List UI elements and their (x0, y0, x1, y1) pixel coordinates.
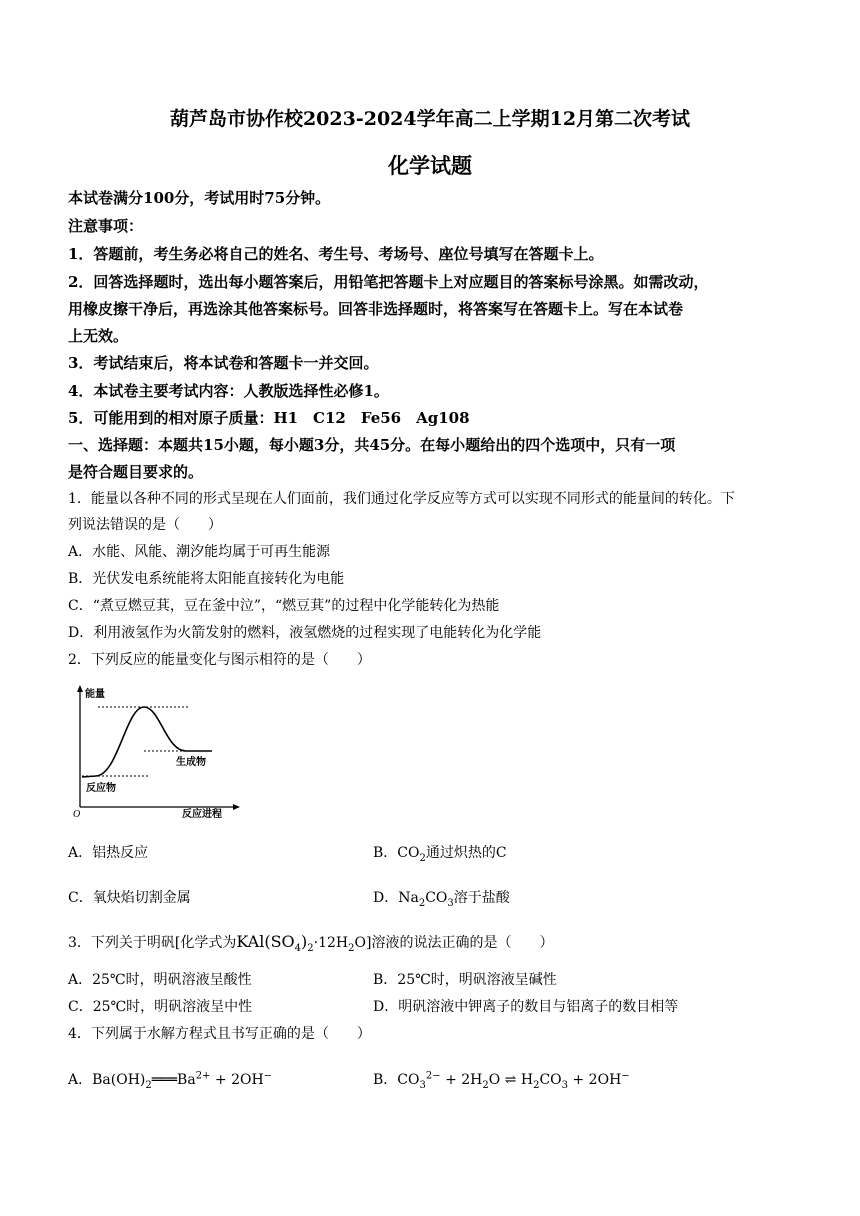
q4-option-b-lhs: CO (397, 1072, 420, 1088)
q2-option-b-sub: 2 (419, 852, 426, 864)
q2-option-a: A．铝热反应 (68, 845, 149, 861)
section-heading-line1: 一、选择题：本题共15小题，每小题3分，共45分。在每小题给出的四个选项中，只有一项 (68, 436, 676, 454)
q3-option-a: A．25℃时，明矾溶液呈酸性 (68, 972, 252, 988)
q1-option-d: D．利用液氢作为火箭发射的燃料，液氢燃烧的过程实现了电能转化为化学能 (68, 625, 542, 641)
q2-option-b-suffix: 通过炽热的C (425, 845, 507, 861)
q2-stem: 2．下列反应的能量变化与图示相符的是（ ） (68, 652, 371, 668)
section-heading-line2: 是符合题目要求的。 (68, 463, 204, 481)
q4-option-b-rhs3-sup: − (621, 1070, 630, 1082)
notice-item-1: 1．答题前，考生务必将自己的姓名、考生号、考场号、座位号填写在答题卡上。 (68, 245, 604, 263)
notice-item-3: 3．考试结束后，将本试卷和答题卡一并交回。 (68, 354, 379, 372)
origin-label: O (73, 809, 81, 820)
q4-option-a-arrow: ═══ (151, 1072, 178, 1088)
q2-option-d-co: CO (425, 890, 448, 906)
q4-option-b (373, 1069, 860, 1089)
q3-stem-prefix: 3．下列关于明矾[化学式为 (68, 935, 237, 951)
q2-option-d-suffix: 溶于盐酸 (453, 890, 510, 906)
q3-option-b: B．25℃时，明矾溶液呈碱性 (373, 972, 557, 988)
y-axis-label: 能量 (85, 689, 105, 700)
q3-formula-main: KAl(SO (236, 932, 295, 951)
q4-option-b-lhs2-sub: 2 (482, 1079, 489, 1091)
q4-stem: 4．下列属于水解方程式且书写正确的是（ ） (68, 1026, 371, 1042)
q4-option-a-rhs1: Ba (177, 1072, 196, 1088)
q3-formula-sub3: 2 (348, 942, 355, 954)
q3-formula-sub2: 2 (307, 942, 314, 954)
q4-option-b-arrow: ⇌ (500, 1072, 521, 1088)
q3-stem-suffix: ]溶液的说法正确的是（ ） (366, 935, 554, 951)
energy-diagram (68, 683, 248, 823)
x-axis-arrow (233, 804, 240, 810)
q3-option-c: C．25℃时，明矾溶液呈中性 (68, 999, 253, 1015)
q2-option-b-formula: CO (397, 845, 420, 861)
q4-option-a-lhs-sub: 2 (145, 1079, 152, 1091)
q4-option-b-rhs3: + 2OH (568, 1072, 622, 1088)
q3-formula-end: O (354, 935, 367, 951)
q3-formula-sub1: 4 (294, 942, 302, 954)
q1-stem-line2: 列说法错误的是（ ） (68, 517, 222, 533)
q2-option-b-prefix: B． (373, 845, 398, 861)
q4-option-b-lhs-sub: 3 (419, 1079, 426, 1091)
product-label: 生成物 (176, 757, 206, 768)
q4-option-b-rhs2-sub: 3 (561, 1079, 569, 1091)
notice-item-2-line1: 2．回答选择题时，选出每小题答案后，用铅笔把答题卡上对应题目的答案标号涂黑。如需改动， (68, 273, 709, 291)
q2-option-d (373, 887, 860, 907)
q2-option-d-sub1: 2 (418, 897, 426, 909)
q4-option-b-prefix: B． (373, 1072, 398, 1088)
q2-option-d-prefix: D． (373, 890, 399, 906)
subject-title: 化学试题 (388, 153, 472, 178)
reactant-label: 反应物 (86, 783, 116, 794)
score-line: 本试卷满分100分，考试用时75分钟。 (68, 189, 331, 207)
q2-option-d-na: Na (398, 890, 419, 906)
q2-option-d-sub2: 3 (447, 897, 454, 909)
q4-option-a-rhs1-sup: 2+ (195, 1070, 211, 1082)
q4-option-b-rhs1-sub: 2 (533, 1079, 540, 1091)
q1-option-c: C．“煮豆燃豆萁，豆在釜中泣”，“燃豆萁”的过程中化学能转化为热能 (68, 598, 500, 614)
notice-item-4: 4．本试卷主要考试内容：人教版选择性必修1。 (68, 382, 389, 400)
q1-option-b: B．光伏发电系统能将太阳能直接转化为电能 (68, 571, 345, 587)
q2-option-b (373, 842, 860, 862)
exam-title: 葫芦岛市协作校2023-2024学年高二上学期12月第二次考试 (169, 108, 691, 130)
q3-stem (68, 932, 798, 952)
q3-option-d: D．明矾溶液中钾离子的数目与铝离子的数目相等 (373, 999, 679, 1015)
notice-item-2-line2: 用橡皮擦干净后，再选涂其他答案标号。回答非选择题时，将答案写在答题卡上。写在本试卷 (68, 300, 684, 318)
q4-option-b-lhs-sup: 2− (425, 1070, 441, 1082)
q4-option-b-lhs2: + 2H (440, 1072, 483, 1088)
q4-option-a-prefix: A． (68, 1072, 93, 1088)
q1-stem-line1: 1．能量以各种不同的形式呈现在人们面前，我们通过化学反应等方式可以实现不同形式的能量间的转化。下 (68, 491, 735, 507)
q1-option-a: A．水能、风能、潮汐能均属于可再生能源 (68, 544, 331, 560)
notice-title: 注意事项： (68, 217, 144, 235)
y-axis-arrow (77, 685, 83, 692)
q4-option-a-lhs: Ba(OH) (92, 1072, 146, 1088)
q4-option-a-rhs2: + 2OH (210, 1072, 264, 1088)
q4-option-b-lhs3: O (488, 1072, 501, 1088)
q2-option-c: C．氧炔焰切割金属 (68, 890, 191, 906)
notice-item-2-line3: 上无效。 (68, 327, 129, 345)
notice-item-5: 5．可能用到的相对原子质量：H1 C12 Fe56 Ag108 (68, 409, 470, 427)
q4-option-b-rhs1: H (520, 1072, 534, 1088)
x-axis-label: 反应进程 (182, 809, 222, 820)
q3-formula-tail: ·12H (313, 935, 349, 951)
q4-option-a-rhs2-sup: − (263, 1070, 273, 1082)
q4-option-b-rhs2: CO (539, 1072, 562, 1088)
q3-formula-close: ) (301, 932, 308, 951)
